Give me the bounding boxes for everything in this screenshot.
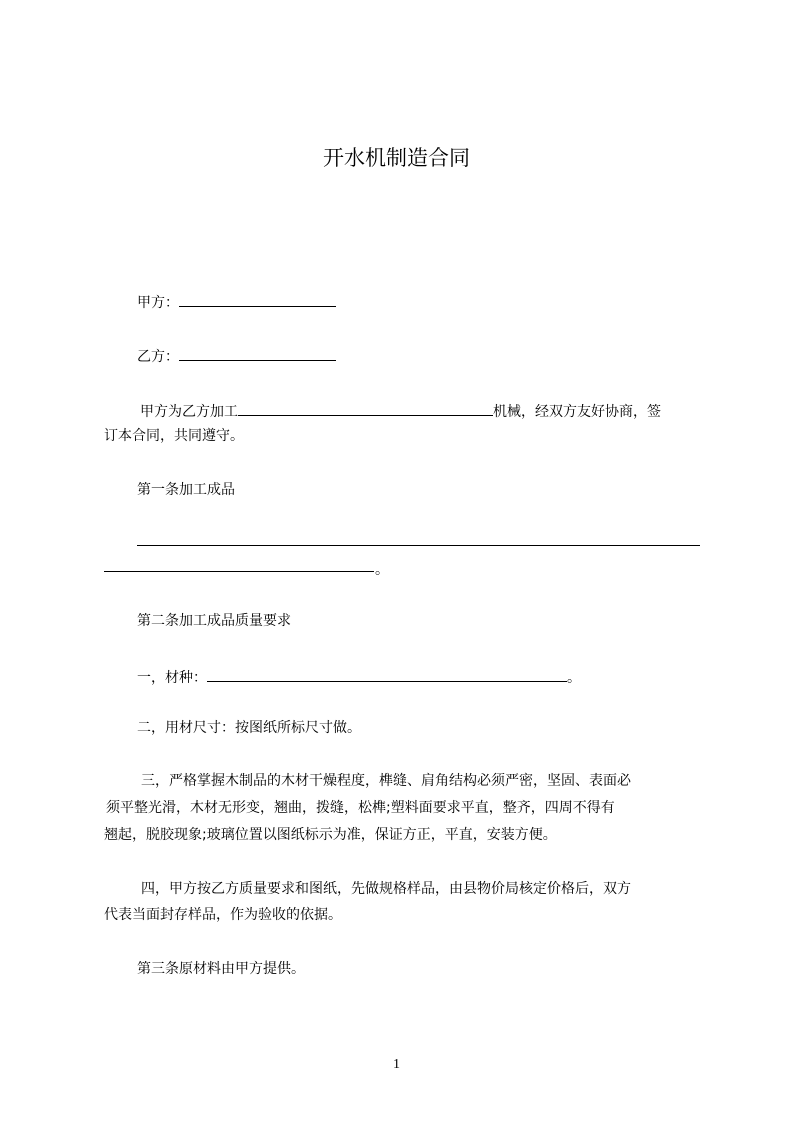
material-blank[interactable] — [207, 667, 567, 682]
page-number: 1 — [393, 1057, 400, 1072]
party-a-label: 甲方： — [137, 295, 179, 311]
article-2-item-2: 二，用材尺寸：按图纸所标尺寸做。 — [137, 720, 361, 736]
intro-line-2: 订本合同，共同遵守。 — [104, 428, 244, 444]
article-2-item-3-line-3: 翘起，脱胶现象;玻璃位置以图纸标示为准，保证方正，平直，安装方便。 — [104, 827, 557, 843]
article-2-heading: 第二条加工成品质量要求 — [137, 613, 291, 629]
party-b-label: 乙方： — [137, 349, 179, 365]
article-1-blank-line-2[interactable] — [104, 571, 374, 572]
article-2-item-1 — [137, 667, 581, 687]
article-2-item-4-line-1: 四，甲方按乙方质量要求和图纸，先做规格样品，由县物价局核定价格后，双方 — [141, 881, 631, 897]
material-end-mark: 。 — [567, 670, 581, 686]
article-1-heading: 第一条加工成品 — [137, 482, 235, 498]
article-2-item-3-line-1: 三，严格掌握木制品的木材干燥程度，榫缝、肩角结构必须严密，坚固、表面必 — [141, 773, 631, 789]
article-1-blank-line-1[interactable] — [137, 545, 700, 546]
article-2-item-3-line-2: 须平整光滑，木材无形变，翘曲，拨缝，松榫;塑料面要求平直，整齐，四周不得有 — [106, 800, 615, 816]
article-2-item-4-line-2: 代表当面封存样品，作为验收的依据。 — [104, 907, 342, 923]
intro-line-1 — [140, 401, 661, 421]
party-a-blank[interactable] — [179, 292, 336, 307]
party-b-line — [137, 346, 336, 366]
intro-blank-2[interactable] — [333, 401, 493, 416]
party-a-line — [137, 292, 336, 312]
party-b-blank[interactable] — [179, 346, 336, 361]
intro-text-b: 机械，经双方友好协商，签 — [493, 404, 661, 420]
material-label: 一，材种： — [137, 670, 207, 686]
article-1-end-mark: 。 — [375, 562, 389, 578]
intro-text-a: 甲方为乙方加工 — [140, 404, 238, 420]
article-3-heading: 第三条原材料由甲方提供。 — [137, 961, 305, 977]
document-title: 开水机制造合同 — [323, 146, 470, 170]
intro-blank-1[interactable] — [238, 401, 333, 416]
